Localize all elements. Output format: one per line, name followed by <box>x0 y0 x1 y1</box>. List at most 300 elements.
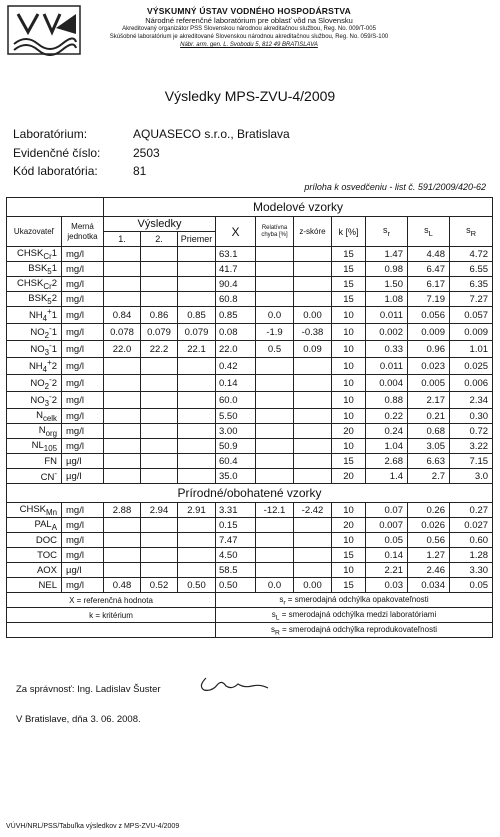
x-cell: 60.4 <box>216 454 256 469</box>
table-row <box>7 375 493 392</box>
r2-cell <box>141 454 178 469</box>
indicator-sub: Mn <box>46 507 57 517</box>
col-rel: Relatívna chyba [%] <box>256 217 294 247</box>
avg-cell <box>178 358 216 375</box>
indicator-sup: + <box>47 307 52 316</box>
sr-cell: 0.03 <box>366 578 408 593</box>
r1-cell <box>104 358 141 375</box>
sr-cell: 0.05 <box>366 533 408 548</box>
col-z: z-skóre <box>294 217 332 247</box>
r1-cell <box>104 262 141 277</box>
sl-cell: 6.63 <box>408 454 450 469</box>
avg-cell <box>178 409 216 424</box>
institute-block <box>86 6 412 49</box>
rel-cell <box>256 375 294 392</box>
x-cell: 60.0 <box>216 392 256 409</box>
col-results: Výsledky <box>104 217 216 232</box>
r2-cell <box>141 375 178 392</box>
legend-symbol: s <box>270 624 275 634</box>
k-cell: 15 <box>332 454 366 469</box>
table-row <box>7 262 493 277</box>
sl-cell: 4.48 <box>408 247 450 262</box>
r2-cell <box>141 247 178 262</box>
indicator-cell <box>7 409 62 424</box>
rel-cell <box>256 409 294 424</box>
avg-cell <box>178 518 216 533</box>
rel-cell: -12.1 <box>256 503 294 518</box>
indicator-sup: - <box>49 324 52 334</box>
legend-text: = smerodajná odchýlka medzi laboratóriami <box>279 609 437 619</box>
section-title: Modelové vzorky <box>104 198 493 217</box>
r1-cell: 0.84 <box>104 307 141 324</box>
x-cell: 63.1 <box>216 247 256 262</box>
x-cell: 90.4 <box>216 277 256 292</box>
unit-cell: mg/l <box>62 424 104 439</box>
avg-cell <box>178 563 216 578</box>
z-cell: 0.00 <box>294 578 332 593</box>
k-cell: 10 <box>332 392 366 409</box>
r1-cell <box>104 409 141 424</box>
x-cell: 0.08 <box>216 324 256 341</box>
indicator-main: NEL <box>38 579 57 591</box>
rel-cell <box>256 563 294 578</box>
r1-cell <box>104 247 141 262</box>
unit-cell: mg/l <box>62 533 104 548</box>
indicator-sup: - <box>49 392 52 402</box>
sr-cell: 1.08 <box>366 292 408 307</box>
r1-cell <box>104 469 141 484</box>
r1-cell: 2.88 <box>104 503 141 518</box>
rel-cell <box>256 439 294 454</box>
sr-cell: 0.007 <box>366 518 408 533</box>
indicator-index: 1 <box>51 310 57 322</box>
z-cell <box>294 247 332 262</box>
unit-cell: mg/l <box>62 375 104 392</box>
indicator-sub: Cr <box>43 251 52 261</box>
sR-cell: 0.05 <box>450 578 493 593</box>
indicator-main: CN <box>40 472 55 484</box>
indicator-main: NO <box>30 327 45 339</box>
sl-cell: 0.034 <box>408 578 450 593</box>
x-cell: 60.8 <box>216 292 256 307</box>
letterhead <box>0 0 500 70</box>
legend-left: X = referenčná hodnota <box>7 593 216 608</box>
sl-cell: 0.26 <box>408 503 450 518</box>
z-cell <box>294 518 332 533</box>
indicator-cell <box>7 324 62 341</box>
unit-cell: mg/l <box>62 503 104 518</box>
legend-row <box>7 593 493 608</box>
indicator-index: 2 <box>51 361 57 373</box>
unit-cell: mg/l <box>62 409 104 424</box>
indicator-main: PAL <box>34 518 52 530</box>
legend-left <box>7 623 216 638</box>
table-row <box>7 518 493 533</box>
sR-cell: 4.72 <box>450 247 493 262</box>
k-cell: 10 <box>332 324 366 341</box>
z-cell <box>294 469 332 484</box>
sr-cell: 2.21 <box>366 563 408 578</box>
x-cell: 0.14 <box>216 375 256 392</box>
k-cell: 10 <box>332 563 366 578</box>
sl-cell: 0.026 <box>408 518 450 533</box>
sr-cell: 0.33 <box>366 341 408 358</box>
col-sl-main: s <box>424 225 429 236</box>
rel-cell: 0.0 <box>256 307 294 324</box>
sl-cell: 1.27 <box>408 548 450 563</box>
indicator-main: TOC <box>37 549 57 561</box>
sR-cell: 6.35 <box>450 277 493 292</box>
rel-cell <box>256 392 294 409</box>
indicator-cell <box>7 503 62 518</box>
indicator-cell <box>7 375 62 392</box>
avg-cell <box>178 375 216 392</box>
indicator-sub: 4 <box>42 314 48 324</box>
table-row <box>7 548 493 563</box>
sr-cell: 1.04 <box>366 439 408 454</box>
z-cell <box>294 454 332 469</box>
sR-cell: 1.01 <box>450 341 493 358</box>
institute-name: VÝSKUMNÝ ÚSTAV VODNÉHO HOSPODÁRSTVA <box>147 6 351 16</box>
sl-cell: 0.056 <box>408 307 450 324</box>
sr-cell: 0.011 <box>366 358 408 375</box>
legend-right <box>216 623 493 638</box>
k-cell: 15 <box>332 548 366 563</box>
k-cell: 20 <box>332 518 366 533</box>
unit-cell: mg/l <box>62 392 104 409</box>
table-row <box>7 409 493 424</box>
avg-cell: 22.1 <box>178 341 216 358</box>
col-sr <box>366 217 408 247</box>
col-sr-main: s <box>383 225 388 236</box>
avg-cell <box>178 247 216 262</box>
sR-cell: 0.025 <box>450 358 493 375</box>
indicator-cell <box>7 548 62 563</box>
indicator-sub: org <box>45 428 57 438</box>
rel-cell <box>256 292 294 307</box>
indicator-index: 1 <box>51 327 57 339</box>
handwritten-signature-icon <box>196 672 270 696</box>
unit-cell: µg/l <box>62 454 104 469</box>
page-title: Výsledky MPS-ZVU-4/2009 <box>164 88 336 104</box>
avg-cell <box>178 533 216 548</box>
sr-cell: 2.68 <box>366 454 408 469</box>
sR-cell: 1.28 <box>450 548 493 563</box>
sR-cell: 0.27 <box>450 503 493 518</box>
indicator-sub: 2 <box>44 331 50 341</box>
z-cell: 0.00 <box>294 307 332 324</box>
col-r2: 2. <box>141 232 178 247</box>
info-label: Laboratórium: <box>13 127 88 141</box>
avg-cell: 0.85 <box>178 307 216 324</box>
indicator-sub: 105 <box>43 443 57 453</box>
indicator-main: FN <box>44 455 57 467</box>
legend-text: = smerodajná odchýlka opakovateľnosti <box>285 594 429 604</box>
info-label: Kód laboratória: <box>13 164 98 178</box>
table-row <box>7 247 493 262</box>
sl-cell: 0.21 <box>408 409 450 424</box>
sl-cell: 0.68 <box>408 424 450 439</box>
z-cell <box>294 533 332 548</box>
avg-cell: 0.50 <box>178 578 216 593</box>
indicator-sup: + <box>47 358 52 368</box>
indicator-main: BSK <box>28 292 48 304</box>
sr-cell: 0.011 <box>366 307 408 324</box>
r2-cell <box>141 533 178 548</box>
k-cell: 10 <box>332 533 366 548</box>
z-cell <box>294 439 332 454</box>
rel-cell <box>256 469 294 484</box>
rel-cell <box>256 518 294 533</box>
indicator-cell <box>7 358 62 375</box>
r2-cell <box>141 409 178 424</box>
k-cell: 15 <box>332 292 366 307</box>
indicator-index: 2 <box>51 395 57 407</box>
x-cell: 7.47 <box>216 533 256 548</box>
rel-cell <box>256 533 294 548</box>
r2-cell <box>141 262 178 277</box>
rel-cell <box>256 358 294 375</box>
table-row <box>7 454 493 469</box>
table-row <box>7 392 493 409</box>
results-table <box>6 197 493 638</box>
sR-cell: 0.60 <box>450 533 493 548</box>
z-cell <box>294 409 332 424</box>
table-row <box>7 469 493 484</box>
x-cell: 5.50 <box>216 409 256 424</box>
z-cell <box>294 277 332 292</box>
table-row <box>7 292 493 307</box>
legend-row <box>7 608 493 623</box>
r1-cell <box>104 424 141 439</box>
sl-cell: 6.17 <box>408 277 450 292</box>
x-cell: 22.0 <box>216 341 256 358</box>
col-sl-sub: L <box>428 228 433 238</box>
r2-cell <box>141 518 178 533</box>
indicator-cell <box>7 454 62 469</box>
indicator-index: 1 <box>51 247 57 259</box>
sR-cell: 7.15 <box>450 454 493 469</box>
indicator-index: 1 <box>51 344 57 356</box>
indicator-index: 2 <box>51 378 57 390</box>
x-cell: 0.15 <box>216 518 256 533</box>
sl-cell: 2.7 <box>408 469 450 484</box>
indicator-cell <box>7 518 62 533</box>
avg-cell <box>178 424 216 439</box>
table-row <box>7 341 493 358</box>
sR-cell: 0.30 <box>450 409 493 424</box>
indicator-cell <box>7 424 62 439</box>
avg-cell <box>178 469 216 484</box>
k-cell: 10 <box>332 358 366 375</box>
indicator-sup: - <box>49 341 52 351</box>
sR-cell: 0.006 <box>450 375 493 392</box>
indicator-main: NL <box>31 439 44 451</box>
col-avg: Priemer <box>178 232 216 247</box>
legend-symbol-sub: L <box>275 614 280 622</box>
k-cell: 10 <box>332 409 366 424</box>
institute-line4: Skúšobné laboratórium je akreditované Slovenskou národnou akreditačnou službou, Reg. No. 059/S-100 <box>109 34 389 40</box>
indicator-index: 2 <box>51 292 57 304</box>
unit-cell: mg/l <box>62 307 104 324</box>
x-cell: 0.50 <box>216 578 256 593</box>
r2-cell <box>141 292 178 307</box>
indicator-cell <box>7 262 62 277</box>
unit-cell: µg/l <box>62 469 104 484</box>
r1-cell: 0.078 <box>104 324 141 341</box>
indicator-cell <box>7 292 62 307</box>
indicator-cell <box>7 578 62 593</box>
r1-cell <box>104 563 141 578</box>
table-row <box>7 358 493 375</box>
k-cell: 15 <box>332 247 366 262</box>
sR-cell: 0.057 <box>450 307 493 324</box>
sl-cell: 7.19 <box>408 292 450 307</box>
k-cell: 20 <box>332 469 366 484</box>
annex-note: príloha k osvedčeniu - list č. 591/2009/420-62 <box>304 182 486 192</box>
sl-cell: 6.47 <box>408 262 450 277</box>
indicator-cell <box>7 247 62 262</box>
r1-cell <box>104 439 141 454</box>
sR-cell: 2.34 <box>450 392 493 409</box>
indicator-main: N <box>38 424 46 436</box>
avg-cell <box>178 392 216 409</box>
legend-symbol-sub: r <box>283 599 286 607</box>
sr-cell: 0.004 <box>366 375 408 392</box>
z-cell <box>294 548 332 563</box>
rel-cell: 0.5 <box>256 341 294 358</box>
z-cell <box>294 375 332 392</box>
x-cell: 0.85 <box>216 307 256 324</box>
institute-line3: Akreditovaný organizátor PSS Slovenskou národnou akreditačnou službou, Reg. No. 009/T-005 <box>122 26 376 32</box>
avg-cell <box>178 454 216 469</box>
institute-line2: Národné referenčné laboratórium pre oblasť vôd na Slovensku <box>145 16 353 25</box>
z-cell <box>294 262 332 277</box>
r2-cell <box>141 277 178 292</box>
table-row <box>7 503 493 518</box>
rel-cell <box>256 277 294 292</box>
section-header-model <box>7 198 493 217</box>
rel-cell <box>256 548 294 563</box>
sr-cell: 0.88 <box>366 392 408 409</box>
sr-cell: 0.002 <box>366 324 408 341</box>
r1-cell <box>104 533 141 548</box>
unit-cell: mg/l <box>62 277 104 292</box>
indicator-sup: - <box>49 375 52 385</box>
col-sl <box>408 217 450 247</box>
avg-cell: 2.91 <box>178 503 216 518</box>
indicator-sub: 5 <box>47 296 52 306</box>
z-cell <box>294 292 332 307</box>
col-r1: 1. <box>104 232 141 247</box>
k-cell: 10 <box>332 375 366 392</box>
unit-cell: mg/l <box>62 578 104 593</box>
signature-line <box>16 684 161 695</box>
r1-cell <box>104 277 141 292</box>
unit-cell: mg/l <box>62 548 104 563</box>
sr-cell: 0.98 <box>366 262 408 277</box>
info-value: 2503 <box>133 146 160 160</box>
z-cell <box>294 563 332 578</box>
section-header-natural <box>7 484 493 503</box>
r2-cell: 22.2 <box>141 341 178 358</box>
indicator-sub: 4 <box>42 365 48 375</box>
indicator-cell <box>7 341 62 358</box>
indicator-cell <box>7 533 62 548</box>
sl-cell: 0.005 <box>408 375 450 392</box>
indicator-main: DOC <box>35 534 57 546</box>
indicator-main: NO <box>30 395 45 407</box>
r1-cell <box>104 392 141 409</box>
indicator-main: CHSK <box>19 503 47 515</box>
indicator-sub: 2 <box>44 382 50 392</box>
z-cell: -0.38 <box>294 324 332 341</box>
info-label: Evidenčné číslo: <box>13 146 101 160</box>
rel-cell <box>256 247 294 262</box>
unit-cell: mg/l <box>62 341 104 358</box>
table-row <box>7 424 493 439</box>
indicator-main: NO <box>30 378 45 390</box>
sl-cell: 2.17 <box>408 392 450 409</box>
indicator-sub: Cr <box>43 281 52 291</box>
col-k: k [%] <box>332 217 366 247</box>
r1-cell <box>104 454 141 469</box>
indicator-sub: 3 <box>44 399 50 409</box>
col-indicator: Ukazovateľ <box>7 217 62 247</box>
institute-address: Nábr. arm. gen. L. Svobodu 5, 812 49 BRATISLAVA <box>180 42 318 48</box>
info-value: 81 <box>133 164 147 178</box>
rel-cell: 0.0 <box>256 578 294 593</box>
k-cell: 10 <box>332 503 366 518</box>
r1-cell: 0.48 <box>104 578 141 593</box>
table-row <box>7 307 493 324</box>
r2-cell: 0.86 <box>141 307 178 324</box>
r1-cell: 22.0 <box>104 341 141 358</box>
r2-cell <box>141 358 178 375</box>
indicator-main: CHSK <box>16 247 44 259</box>
indicator-cell <box>7 307 62 324</box>
legend-symbol: s <box>271 609 276 619</box>
x-cell: 35.0 <box>216 469 256 484</box>
sr-cell: 1.47 <box>366 247 408 262</box>
k-cell: 10 <box>332 439 366 454</box>
x-cell: 4.50 <box>216 548 256 563</box>
r2-cell <box>141 469 178 484</box>
sR-cell: 6.55 <box>450 262 493 277</box>
x-cell: 0.42 <box>216 358 256 375</box>
indicator-main: NH <box>28 310 43 322</box>
indicator-main: NH <box>28 361 43 373</box>
col-sR-sub: R <box>470 228 476 238</box>
sl-cell: 2.46 <box>408 563 450 578</box>
k-cell: 10 <box>332 341 366 358</box>
r1-cell <box>104 518 141 533</box>
sr-cell: 0.24 <box>366 424 408 439</box>
table-row <box>7 324 493 341</box>
r2-cell <box>141 548 178 563</box>
unit-cell: mg/l <box>62 247 104 262</box>
indicator-sup: - <box>54 469 57 479</box>
r2-cell <box>141 424 178 439</box>
x-cell: 58.5 <box>216 563 256 578</box>
rel-cell <box>256 454 294 469</box>
legend-symbol: s <box>279 594 284 604</box>
indicator-sub: 3 <box>44 348 50 358</box>
table-row <box>7 533 493 548</box>
r1-cell <box>104 375 141 392</box>
unit-cell: mg/l <box>62 324 104 341</box>
z-cell: 0.09 <box>294 341 332 358</box>
